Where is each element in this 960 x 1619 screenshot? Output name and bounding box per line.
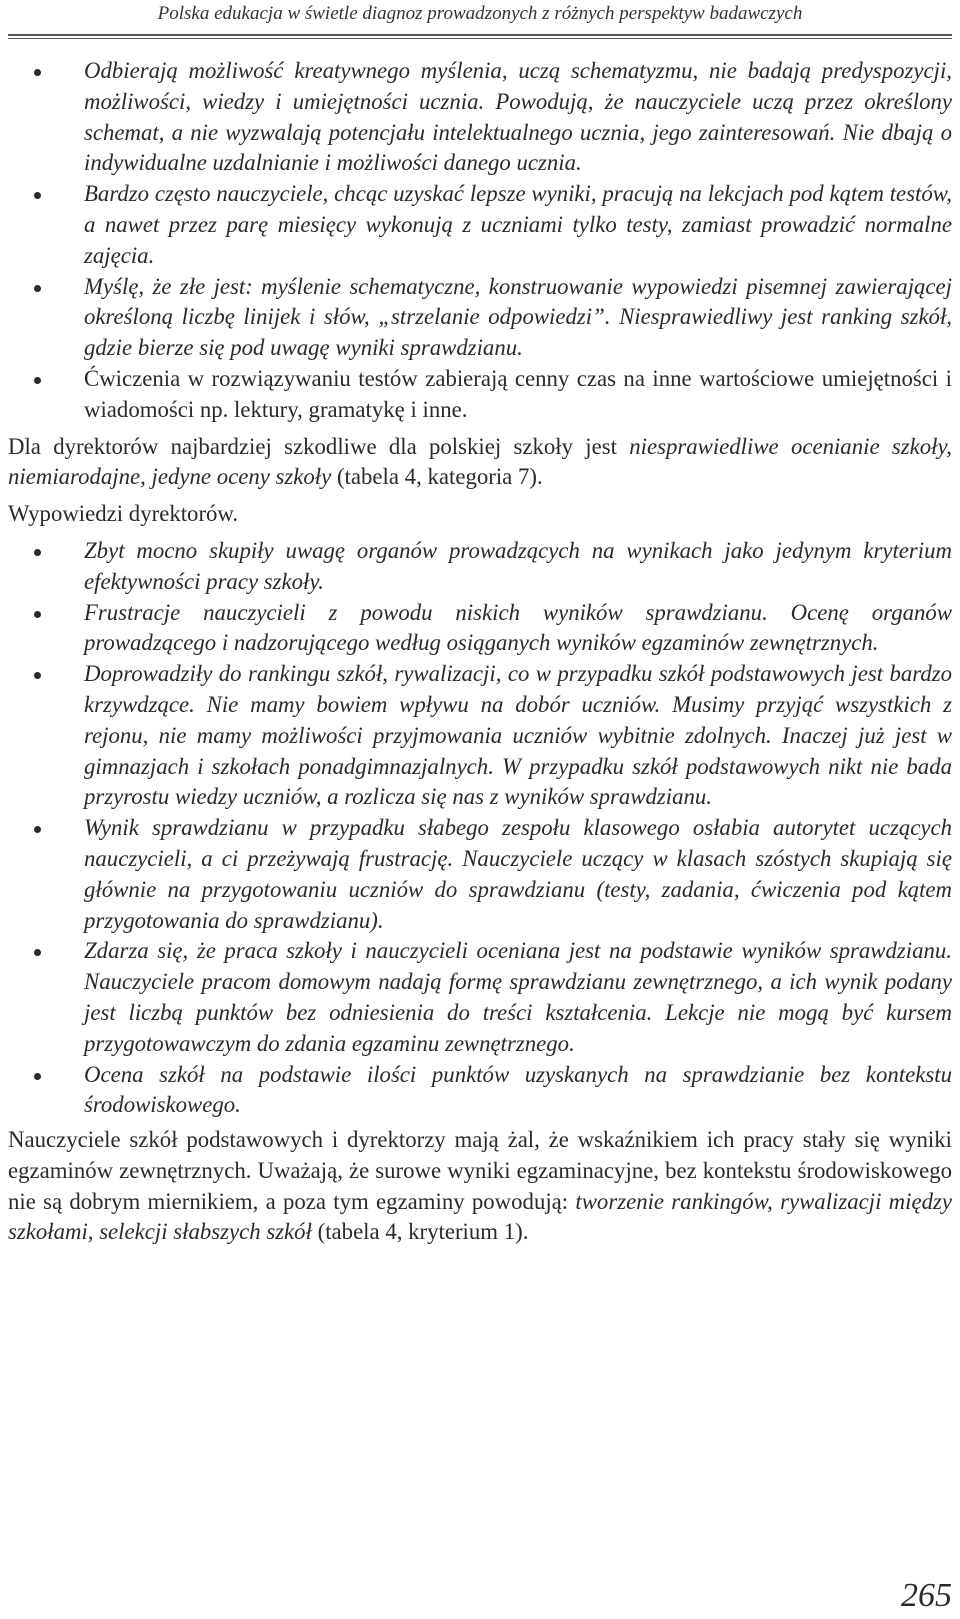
running-header: Polska edukacja w świetle diagnoz prowadzonych z różnych perspektyw badawczych	[157, 3, 803, 24]
list-item-text: Zdarza się, że praca szkoły i nauczycieli oceniana jest na podstawie wyników sprawdzianu. Nauczyciele pracom domowym nadają formę sprawdzianu zewnętrznego, a ich wynik podany jest liczbą punktów bez odniesienia do treści kształcenia. Lekcje nie mogą być kursem przygotowawczym do zdania egzaminu zewnętrznego.	[84, 938, 952, 1056]
bullet-icon	[34, 377, 41, 384]
list-item-text: Ocena szkół na podstawie ilości punktów uzyskanych na sprawdzianie bez kontekstu środowiskowego.	[84, 1061, 952, 1118]
list-item	[8, 56, 952, 179]
list-item-text: Odbierają możliwość kreatywnego myślenia, uczą schematyzmu, nie badają predyspozycji, możliwości, wiedzy i umiejętności ucznia. Powodują, że nauczyciele uczą przez określony schemat, a nie wyzwalają potencjału intelektualnego ucznia, jego zainteresowań. Nie dbają o indywidualne uzdalnianie i możliwości danego ucznia.	[84, 58, 952, 176]
list-item	[8, 598, 952, 660]
list-item-text: Bardzo często nauczyciele, chcąc uzyskać lepsze wyniki, pracują na lekcjach pod kątem testów, a nawet przez parę miesięcy wykonują z uczniami tylko testy, zamiast prowadzić normalne zajęcia.	[84, 181, 952, 268]
paragraph-text: (tabela 4, kategoria 7).	[331, 464, 543, 490]
list-item-text: Zbyt mocno skupiły uwagę organów prowadzących na wynikach jako jedynym kryterium efektywności pracy szkoły.	[84, 537, 952, 594]
bullet-icon	[34, 672, 41, 679]
paragraph-text: Dla dyrektorów najbardziej szkodliwe dla polskiej szkoły jest	[8, 433, 630, 459]
page-number: 265	[901, 1577, 952, 1614]
header-rule	[8, 34, 952, 39]
bullet-icon	[34, 285, 41, 292]
teacher-quotes-list	[8, 56, 952, 426]
directors-paragraph	[8, 432, 952, 494]
list-item	[8, 536, 952, 598]
director-quotes-list	[8, 536, 952, 1121]
conclusion-paragraph	[8, 1125, 952, 1248]
paragraph-emphasis: niesprawiedliwe ocenianie szkoły, niemiarodajne, jedyne oceny szkoły	[8, 433, 952, 490]
list-item	[8, 272, 952, 364]
paragraph-text: Nauczyciele szkół podstawowych i dyrektorzy mają żal, że wskaźnikiem ich pracy stały się wyniki egzaminów zewnętrznych. Uważają, że surowe wyniki egzaminacyjne, bez kontekstu środowiskowego nie są dobrym miernikiem, a poza tym egzaminy powodują:	[8, 1127, 952, 1214]
bullet-icon	[34, 192, 41, 199]
list-item-text: Ćwiczenia w rozwiązywaniu testów zabierają cenny czas na inne wartościowe umiejętności i wiadomości np. lektury, gramatykę i inne.	[84, 365, 952, 422]
bullet-icon	[34, 949, 41, 956]
bullet-icon	[34, 549, 41, 556]
bullet-icon	[34, 1073, 41, 1080]
list-item	[8, 659, 952, 813]
list-item	[8, 936, 952, 1059]
paragraph-text: (tabela 4, kryterium 1).	[311, 1219, 529, 1245]
bullet-icon	[34, 611, 41, 618]
page-content	[8, 56, 952, 1248]
paragraph-emphasis: tworzenie rankingów, rywalizacji między szkołami, selekcji słabszych szkół	[8, 1188, 952, 1245]
list-item-text: Doprowadziły do rankingu szkół, rywalizacji, co w przypadku szkół podstawowych jest bardzo krzywdzące. Nie mamy bowiem wpływu na dobór uczniów. Musimy przyjąć wszystkich z rejonu, nie mamy możliwości przyjmowania uczniów wybitnie zdolnych. Inaczej już jest w gimnazjach i szkołach ponadgimnazjalnych. W przypadku szkół podstawowych nikt nie bada przyrostu wiedzy uczniów, a rozlicza się nas z wyników sprawdzianu.	[84, 661, 952, 810]
list-item-text: Wynik sprawdzianu w przypadku słabego zespołu klasowego osłabia autorytet uczących nauczycieli, a ci przeżywają frustrację. Nauczyciele uczący w klasach szóstych skupiają się głównie na przygotowaniu uczniów do sprawdzianu (testy, zadania, ćwiczenia pod kątem przygotowania do sprawdzianu).	[84, 815, 952, 933]
list-item	[8, 1060, 952, 1122]
bullet-icon	[34, 69, 41, 76]
section-intro: Wypowiedzi dyrektorów.	[8, 501, 239, 527]
list-item	[8, 364, 952, 426]
list-item	[8, 813, 952, 936]
list-item	[8, 179, 952, 271]
list-item-text: Myślę, że złe jest: myślenie schematyczne, konstruowanie wypowiedzi pisemnej zawierającej określoną liczbę linijek i słów, „strzelanie odpowiedzi”. Niesprawiedliwy jest ranking szkół, gdzie bierze się pod uwagę wyniki sprawdzianu.	[84, 273, 952, 361]
bullet-icon	[34, 826, 41, 833]
list-item-text: Frustracje nauczycieli z powodu niskich wyników sprawdzianu. Ocenę organów prowadzącego i nadzorującego według osiąganych wyników egzaminów zewnętrznych.	[84, 599, 952, 656]
